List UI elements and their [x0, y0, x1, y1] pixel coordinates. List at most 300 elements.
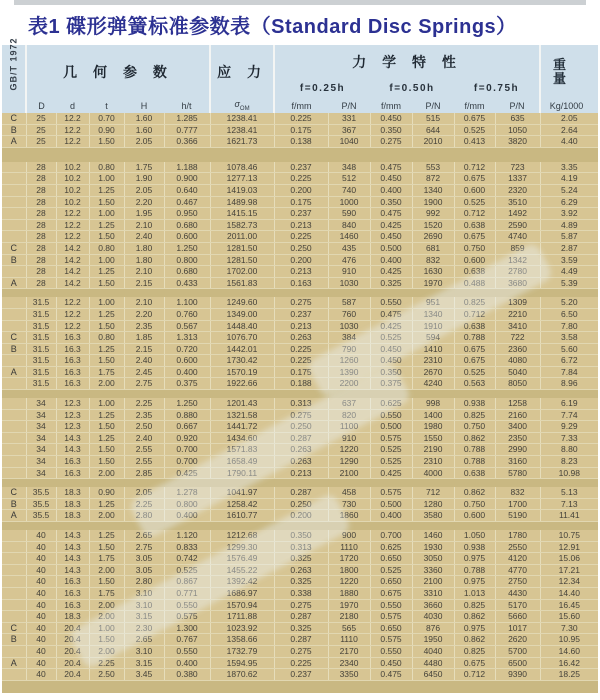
cell: 2.00 — [89, 467, 124, 479]
cell: 859 — [495, 242, 540, 254]
cell: 1.00 — [89, 208, 124, 220]
cell: 0.325 — [274, 553, 328, 565]
cell: 1492 — [495, 208, 540, 220]
series-letter: C — [2, 332, 26, 344]
deflection-025h-label: f=0.25h — [274, 78, 370, 98]
cell: 0.975 — [454, 622, 495, 634]
cell: 0.750 — [454, 421, 495, 433]
cell: 635 — [495, 113, 540, 124]
cell: 0.525 — [370, 332, 412, 344]
table-row — [2, 645, 598, 657]
cell: 0.213 — [274, 219, 328, 231]
cell: 1358.66 — [210, 634, 274, 646]
table-row — [2, 343, 598, 355]
cell: 2.40 — [124, 355, 164, 367]
cell: 0.325 — [370, 277, 412, 289]
cell: 0.400 — [164, 366, 210, 378]
cell: 553 — [412, 162, 454, 173]
cell: 34 — [26, 467, 56, 479]
cell: 2.40 — [124, 432, 164, 444]
table-row — [2, 277, 598, 289]
series-letter — [2, 530, 26, 541]
cell: 1.50 — [89, 196, 124, 208]
col-label-pn-3: P/N — [495, 98, 540, 113]
header-block-row — [2, 45, 598, 78]
table-row — [2, 113, 598, 124]
cell: 2.80 — [124, 576, 164, 588]
cell: 40 — [26, 645, 56, 657]
cell: 18.3 — [56, 510, 89, 522]
cell: 31.5 — [26, 320, 56, 332]
cell: 0.800 — [164, 254, 210, 266]
series-letter: B — [2, 254, 26, 266]
cell: 1.00 — [89, 173, 124, 185]
table-row — [2, 297, 598, 308]
cell: 0.450 — [370, 231, 412, 243]
series-letter: C — [2, 113, 26, 124]
stress-section-header: 应 力 — [210, 45, 274, 98]
cell: 1220 — [328, 576, 370, 588]
cell: 1550 — [412, 432, 454, 444]
cell: 4120 — [495, 553, 540, 565]
cell: 2310 — [412, 355, 454, 367]
cell: 1.50 — [89, 320, 124, 332]
series-letter — [2, 231, 26, 243]
cell: 2100 — [328, 467, 370, 479]
series-letter: A — [2, 136, 26, 148]
cell: 10.2 — [56, 196, 89, 208]
cell: 3820 — [495, 136, 540, 148]
cell: 832 — [495, 487, 540, 498]
cell: 1030 — [328, 320, 370, 332]
cell: 998 — [412, 398, 454, 409]
table-row — [2, 366, 598, 378]
cell: 1.90 — [124, 173, 164, 185]
table-row — [2, 467, 598, 479]
series-letter — [2, 398, 26, 409]
cell: 0.225 — [274, 231, 328, 243]
cell: 0.862 — [454, 487, 495, 498]
cell: 16.3 — [56, 366, 89, 378]
cell: 3.58 — [540, 332, 598, 344]
table-row — [2, 444, 598, 456]
cell: 31.5 — [26, 378, 56, 390]
cell: 2.80 — [124, 510, 164, 522]
cell: 0.413 — [454, 136, 495, 148]
cell: 1017 — [495, 622, 540, 634]
cell: 0.650 — [370, 622, 412, 634]
cell: 2.85 — [124, 467, 164, 479]
table-row — [2, 432, 598, 444]
separator-band — [2, 390, 598, 399]
cell: 0.275 — [274, 599, 328, 611]
cell: 1400 — [412, 409, 454, 421]
cell: 20.4 — [56, 622, 89, 634]
cell: 40 — [26, 599, 56, 611]
cell: 3660 — [412, 599, 454, 611]
cell: 0.500 — [370, 421, 412, 433]
group-separator — [2, 147, 598, 162]
cell: 34 — [26, 432, 56, 444]
cell: 31.5 — [26, 332, 56, 344]
cell: 12.2 — [56, 124, 89, 136]
cell: 1441.72 — [210, 421, 274, 433]
cell: 1576.49 — [210, 553, 274, 565]
series-letter — [2, 456, 26, 468]
cell: 0.575 — [164, 611, 210, 623]
cell: 4.40 — [540, 136, 598, 148]
cell: 2.05 — [124, 136, 164, 148]
series-letter — [2, 208, 26, 220]
table-row — [2, 196, 598, 208]
col-label-fmm-3: f/mm — [454, 98, 495, 113]
cell: 35.5 — [26, 487, 56, 498]
cell: 0.550 — [164, 599, 210, 611]
cell: 0.525 — [370, 564, 412, 576]
series-letter — [2, 553, 26, 565]
cell: 20.4 — [56, 669, 89, 681]
cell: 16.3 — [56, 576, 89, 588]
cell: 1910 — [412, 320, 454, 332]
cell: 0.788 — [454, 456, 495, 468]
cell: 3.05 — [124, 564, 164, 576]
cell: 0.600 — [454, 510, 495, 522]
cell: 0.250 — [274, 498, 328, 510]
cell: 2.05 — [124, 487, 164, 498]
cell: 1.250 — [164, 242, 210, 254]
cell: 34 — [26, 409, 56, 421]
cell: 1582.73 — [210, 219, 274, 231]
cell: 0.213 — [274, 467, 328, 479]
cell: 1.50 — [89, 277, 124, 289]
cell: 5.60 — [540, 343, 598, 355]
cell: 0.250 — [274, 421, 328, 433]
cell: 3410 — [495, 320, 540, 332]
cell: 0.550 — [164, 645, 210, 657]
cell: 0.825 — [454, 297, 495, 308]
cell: 28 — [26, 266, 56, 278]
cell: 2620 — [495, 634, 540, 646]
cell: 2.65 — [124, 530, 164, 541]
cell: 0.550 — [370, 645, 412, 657]
cell: 1.75 — [89, 587, 124, 599]
cell: 0.525 — [454, 366, 495, 378]
cell: 4480 — [412, 657, 454, 669]
cell: 18.3 — [56, 487, 89, 498]
cell: 16.3 — [56, 332, 89, 344]
cell: 2160 — [495, 409, 540, 421]
cell: 0.525 — [164, 564, 210, 576]
cell: 0.650 — [370, 576, 412, 588]
cell: 0.400 — [370, 510, 412, 522]
cell: 0.375 — [370, 378, 412, 390]
cell: 435 — [328, 242, 370, 254]
series-letter: B — [2, 498, 26, 510]
cell: 0.675 — [454, 113, 495, 124]
cell: 1309 — [495, 297, 540, 308]
series-letter: C — [2, 242, 26, 254]
data-table — [2, 37, 598, 693]
cell: 1686.97 — [210, 587, 274, 599]
cell: 3360 — [412, 564, 454, 576]
cell: 1110 — [328, 634, 370, 646]
cell: 0.825 — [454, 409, 495, 421]
series-letter — [2, 355, 26, 367]
table-row — [2, 173, 598, 185]
cell: 4080 — [495, 355, 540, 367]
cell: 28 — [26, 196, 56, 208]
cell: 876 — [412, 622, 454, 634]
cell: 458 — [328, 487, 370, 498]
cell: 28 — [26, 173, 56, 185]
cell: 31.5 — [26, 308, 56, 320]
standard-code-label — [2, 37, 26, 113]
table-row — [2, 266, 598, 278]
cell: 2990 — [495, 444, 540, 456]
cell: 12.2 — [56, 219, 89, 231]
table-row — [2, 576, 598, 588]
cell: 28 — [26, 231, 56, 243]
cell: 0.638 — [454, 320, 495, 332]
cell: 14.2 — [56, 242, 89, 254]
cell: 40 — [26, 622, 56, 634]
cell: 951 — [412, 297, 454, 308]
cell: 0.938 — [454, 398, 495, 409]
cell: 476 — [328, 254, 370, 266]
cell: 1570.19 — [210, 366, 274, 378]
cell: 1.00 — [89, 622, 124, 634]
cell: 14.2 — [56, 266, 89, 278]
series-letter — [2, 308, 26, 320]
cell: 2.15 — [124, 277, 164, 289]
cell: 14.3 — [56, 541, 89, 553]
cell: 0.680 — [164, 219, 210, 231]
cell: 0.880 — [164, 409, 210, 421]
cell: 40 — [26, 530, 56, 541]
cell: 1290 — [328, 456, 370, 468]
cell: 722 — [495, 332, 540, 344]
cell: 0.188 — [274, 378, 328, 390]
cell: 0.720 — [164, 343, 210, 355]
cell: 1.013 — [454, 587, 495, 599]
cell: 20.4 — [56, 645, 89, 657]
cell: 0.213 — [274, 320, 328, 332]
cell: 40 — [26, 564, 56, 576]
cell: 34 — [26, 421, 56, 433]
cell: 512 — [328, 173, 370, 185]
cell: 0.750 — [454, 242, 495, 254]
cell: 0.680 — [164, 266, 210, 278]
cell: 0.771 — [164, 587, 210, 599]
cell: 1658.49 — [210, 456, 274, 468]
cell: 740 — [328, 184, 370, 196]
cell: 2750 — [495, 576, 540, 588]
cell: 1.50 — [89, 136, 124, 148]
cell: 3310 — [412, 587, 454, 599]
cell: 1277.13 — [210, 173, 274, 185]
series-letter — [2, 587, 26, 599]
spring-parameter-table — [2, 37, 598, 700]
cell: 15.60 — [540, 611, 598, 623]
cell: 40 — [26, 576, 56, 588]
cell: 2200 — [328, 378, 370, 390]
cell: 1100 — [328, 421, 370, 433]
cell: 2.50 — [124, 421, 164, 433]
series-letter — [2, 162, 26, 173]
series-letter: B — [2, 343, 26, 355]
cell: 34 — [26, 444, 56, 456]
cell: 0.350 — [370, 196, 412, 208]
cell: 3400 — [495, 421, 540, 433]
cell: 7.80 — [540, 320, 598, 332]
cell: 0.175 — [274, 124, 328, 136]
cell: 31.5 — [26, 366, 56, 378]
cell: 2100 — [412, 576, 454, 588]
cell: 5700 — [495, 645, 540, 657]
cell: 1110 — [328, 541, 370, 553]
cell: 0.450 — [370, 657, 412, 669]
cell: 10.75 — [540, 530, 598, 541]
cell: 0.625 — [370, 398, 412, 409]
cell: 1711.88 — [210, 611, 274, 623]
cell: 40 — [26, 657, 56, 669]
cell: 1561.83 — [210, 277, 274, 289]
cell: 348 — [328, 162, 370, 173]
table-row — [2, 355, 598, 367]
cell: 2550 — [495, 541, 540, 553]
cell: 0.400 — [370, 254, 412, 266]
cell: 0.777 — [164, 124, 210, 136]
cell: 565 — [328, 622, 370, 634]
cell: 2.87 — [540, 242, 598, 254]
cell: 6.50 — [540, 308, 598, 320]
cell: 367 — [328, 124, 370, 136]
cell: 0.225 — [274, 113, 328, 124]
cell: 0.263 — [274, 564, 328, 576]
cell: 910 — [328, 432, 370, 444]
cell: 40 — [26, 634, 56, 646]
cell: 2320 — [495, 184, 540, 196]
cell: 3580 — [412, 510, 454, 522]
cell: 20.4 — [56, 634, 89, 646]
cell: 14.2 — [56, 254, 89, 266]
cell: 587 — [328, 297, 370, 308]
cell: 0.760 — [164, 308, 210, 320]
cell: 0.575 — [370, 432, 412, 444]
cell: 0.675 — [454, 657, 495, 669]
cell: 1238.41 — [210, 124, 274, 136]
cell: 2590 — [495, 219, 540, 231]
col-label-sigma — [210, 98, 274, 113]
cell: 0.675 — [370, 587, 412, 599]
cell: 2.65 — [124, 634, 164, 646]
cell: 331 — [328, 113, 370, 124]
cell: 0.950 — [164, 208, 210, 220]
cell: 1.25 — [89, 530, 124, 541]
cell: 1720 — [328, 553, 370, 565]
table-row — [2, 657, 598, 669]
cell: 16.3 — [56, 456, 89, 468]
cell: 2.35 — [124, 320, 164, 332]
cell: 2.55 — [124, 444, 164, 456]
cell: 840 — [328, 219, 370, 231]
cell: 0.200 — [274, 510, 328, 522]
cell: 2.05 — [540, 113, 598, 124]
cell: 20.4 — [56, 657, 89, 669]
table-row — [2, 184, 598, 196]
cell: 0.638 — [454, 219, 495, 231]
group-separator — [2, 522, 598, 531]
cell: 1.25 — [89, 184, 124, 196]
cell: 12.2 — [56, 136, 89, 148]
series-letter — [2, 599, 26, 611]
col-label-pn-2: P/N — [412, 98, 454, 113]
cell: 0.712 — [454, 308, 495, 320]
cell: 14.3 — [56, 553, 89, 565]
col-label-kg1000: Kg/1000 — [540, 98, 598, 113]
cell: 1790.11 — [210, 467, 274, 479]
sigma-subscript: OM — [239, 105, 250, 112]
cell: 16.3 — [56, 599, 89, 611]
cell: 4.19 — [540, 173, 598, 185]
cell: 1076.70 — [210, 332, 274, 344]
cell: 0.700 — [370, 530, 412, 541]
cell: 7.13 — [540, 498, 598, 510]
series-letter — [2, 320, 26, 332]
cell: 590 — [328, 208, 370, 220]
cell: 10.95 — [540, 634, 598, 646]
cell: 0.425 — [370, 219, 412, 231]
cell: 1732.79 — [210, 645, 274, 657]
cell: 1281.50 — [210, 242, 274, 254]
cell: 31.5 — [26, 297, 56, 308]
table-row — [2, 553, 598, 565]
cell: 1.60 — [124, 124, 164, 136]
table-row — [2, 208, 598, 220]
cell: 6.29 — [540, 196, 598, 208]
col-label-d: d — [56, 98, 89, 113]
cell: 1630 — [412, 266, 454, 278]
cell: 1.50 — [89, 444, 124, 456]
cell: 0.500 — [370, 242, 412, 254]
table-row — [2, 456, 598, 468]
cell: 1.85 — [124, 332, 164, 344]
cell: 3.45 — [124, 669, 164, 681]
cell: 0.475 — [370, 308, 412, 320]
cell: 1023.92 — [210, 622, 274, 634]
cell: 0.600 — [164, 355, 210, 367]
cell: 1.00 — [89, 254, 124, 266]
cell: 832 — [412, 254, 454, 266]
cell: 760 — [328, 308, 370, 320]
table-row — [2, 409, 598, 421]
cell: 1.50 — [89, 355, 124, 367]
cell: 1.25 — [89, 432, 124, 444]
table-row — [2, 421, 598, 433]
cell: 0.225 — [274, 355, 328, 367]
cell: 1702.00 — [210, 266, 274, 278]
cell: 40 — [26, 553, 56, 565]
cell: 2.10 — [124, 297, 164, 308]
cell: 1415.15 — [210, 208, 274, 220]
cell: 1.25 — [89, 308, 124, 320]
cell: 0.475 — [370, 162, 412, 173]
cell: 0.475 — [370, 669, 412, 681]
cell: 1280 — [412, 498, 454, 510]
table-row — [2, 136, 598, 148]
table-row — [2, 669, 598, 681]
table-row — [2, 254, 598, 266]
